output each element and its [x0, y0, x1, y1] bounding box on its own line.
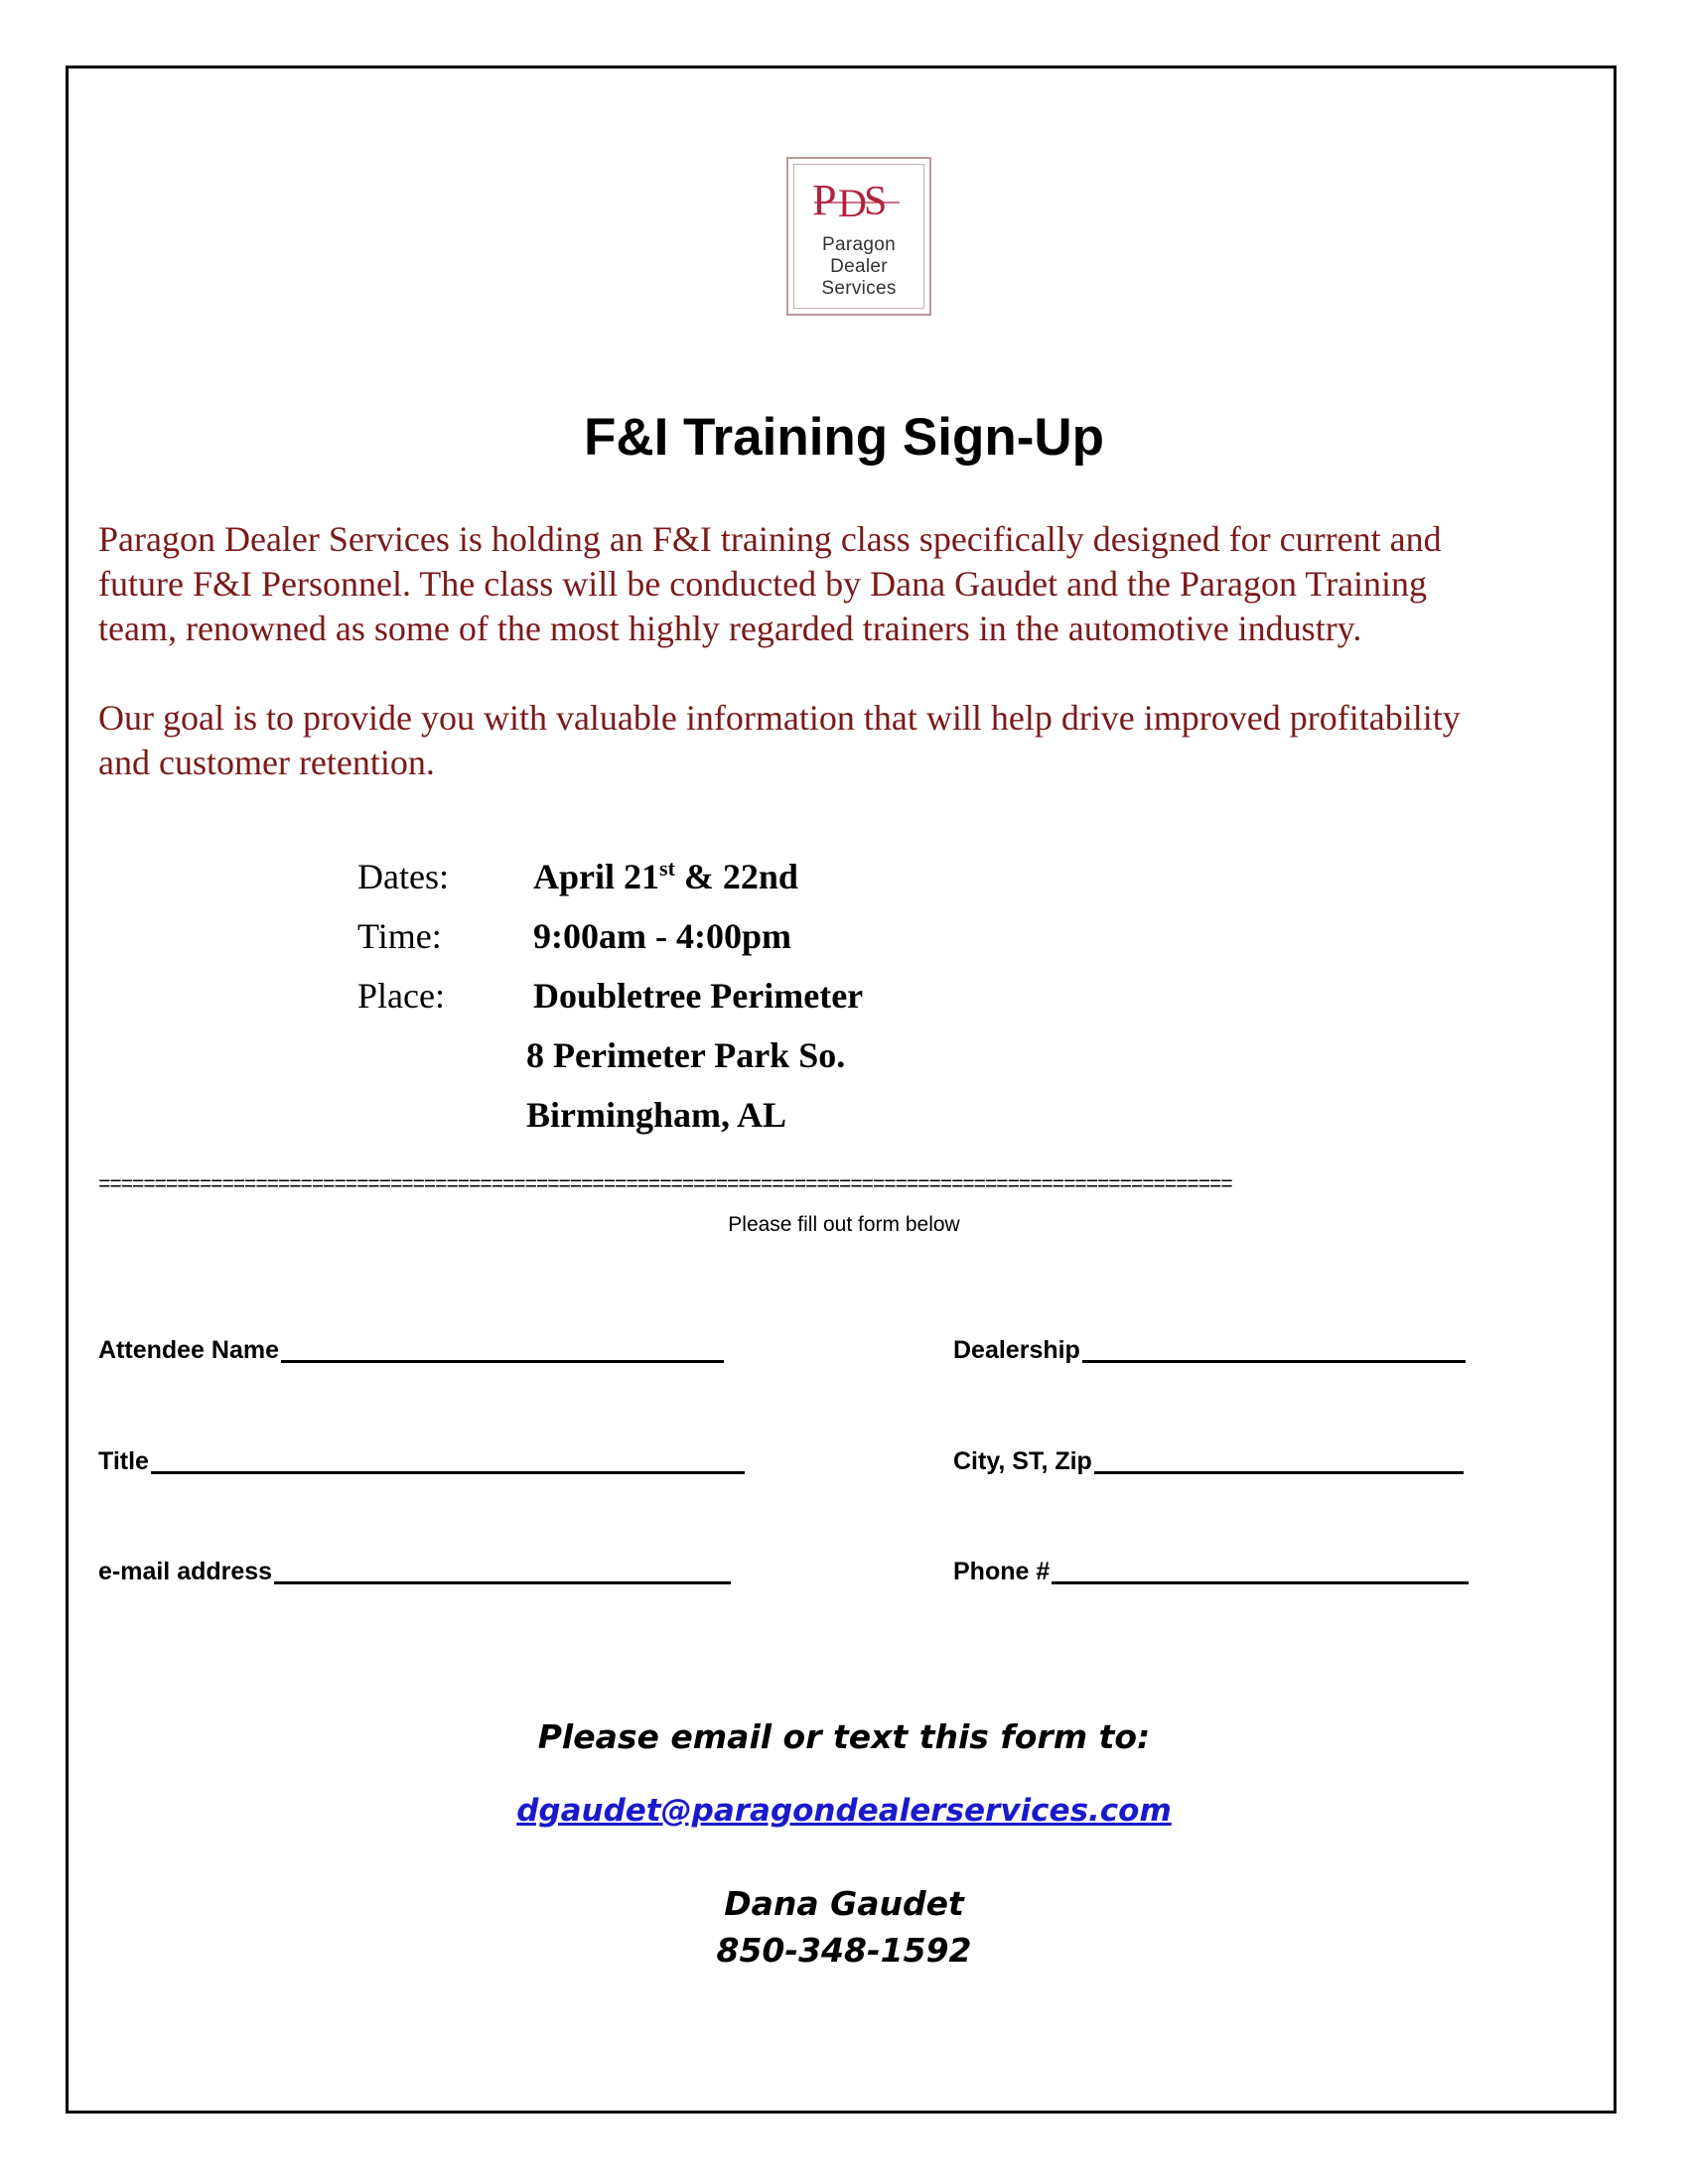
title-line[interactable] — [151, 1441, 745, 1474]
company-logo — [786, 157, 931, 316]
send-instruction: Please email or text this form to: — [537, 1717, 1151, 1756]
dealership-field[interactable] — [953, 1330, 1466, 1365]
dates-ordinal: st — [659, 856, 675, 881]
email-label: e-mail address — [98, 1558, 273, 1585]
page-title: F&I Training Sign-Up — [583, 408, 1105, 467]
place-label: Place: — [357, 976, 445, 1016]
dealership-line[interactable] — [1082, 1330, 1466, 1363]
form-divider: ===================================================================================================== — [98, 1174, 1232, 1197]
city-st-zip-label: City, ST, Zip — [953, 1447, 1092, 1475]
email-line[interactable] — [274, 1552, 731, 1584]
dealership-label: Dealership — [953, 1336, 1080, 1364]
logo-word-3: Services — [821, 278, 897, 299]
contact-email-link[interactable]: dgaudet@paragondealerservices.com — [516, 1793, 1172, 1829]
title-label: Title — [98, 1447, 149, 1475]
dates-label: Dates: — [357, 857, 449, 896]
email-field[interactable] — [98, 1552, 731, 1586]
title-field[interactable] — [98, 1441, 745, 1476]
dates-value — [533, 856, 798, 897]
attendee-name-line[interactable] — [281, 1330, 724, 1363]
phone-field[interactable] — [953, 1552, 1469, 1586]
svg-text:P: P — [812, 176, 837, 222]
form-instruction: Please fill out form below — [728, 1213, 960, 1236]
place-street: 8 Perimeter Park So. — [526, 1035, 846, 1075]
time-label: Time: — [357, 916, 442, 956]
logo-word-1: Paragon — [822, 234, 896, 255]
contact-name: Dana Gaudet — [724, 1884, 964, 1923]
contact-phone: 850-348-1592 — [716, 1931, 972, 1970]
time-value: 9:00am - 4:00pm — [533, 916, 791, 956]
place-city: Birmingham, AL — [526, 1095, 787, 1135]
logo-wordmark — [788, 234, 929, 300]
place-venue: Doubletree Perimeter — [533, 976, 864, 1016]
pds-monogram — [810, 173, 902, 222]
dates-day-2: & 22nd — [674, 857, 798, 896]
goal-paragraph: Our goal is to provide you with valuable information that will help drive improved profitability and customer retention. — [98, 698, 1461, 782]
intro-paragraph: Paragon Dealer Services is holding an F&I training class specifically designed for current and future F&I Personnel. The class will be conducted by Dana Gaudet and the Paragon Training team, renowned as some of the most highly regarded trainers in the automotive industry. — [98, 519, 1442, 648]
phone-line[interactable] — [1052, 1552, 1469, 1584]
phone-label: Phone # — [953, 1558, 1051, 1585]
city-st-zip-line[interactable] — [1094, 1441, 1464, 1474]
svg-text:D: D — [838, 181, 867, 222]
attendee-name-label: Attendee Name — [98, 1336, 279, 1364]
dates-day-1: April 21 — [533, 857, 660, 896]
attendee-name-field[interactable] — [98, 1330, 724, 1365]
svg-text:S: S — [864, 179, 888, 222]
city-st-zip-field[interactable] — [953, 1441, 1464, 1476]
logo-word-2: Dealer — [830, 256, 888, 277]
